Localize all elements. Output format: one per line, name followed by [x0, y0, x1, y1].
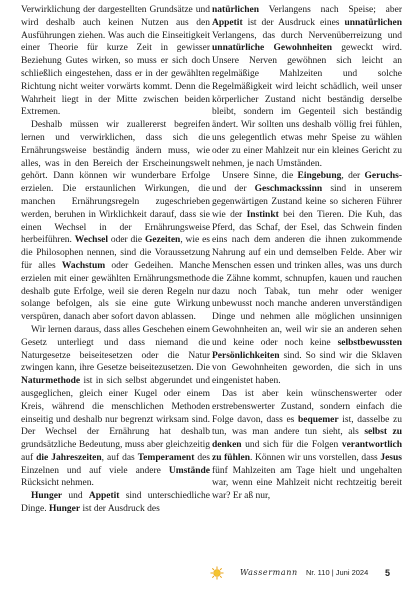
paragraph: Unsere Sinne, die Eingebung, der Geruchs- und der Geschmackssinn sind in unserem gegenwärtigen Zustand keine so sicheren Führer wie der Instinkt bei den Tieren. Die Kuh, das Pferd, das Schaf, der Esel, das Schwein finden eins nach dem anderen die ihnen zukommende Nahrung auf ein und demselben Felde. Aber wir Menschen essen und trinken alles, was uns durch die Zähne kommt, schnupfen, kauen und rauchen dazu noch Tabak, tun mehr oder weniger unbewusst noch manche anderen unverständigen Dinge und nehmen alle möglichen unsinnigen Gewohnheiten an, weil wir sie an anderen sehen und keine oder noch keine selbstbewussten Persönlichkeiten sind. So sind wir die Sklaven von Gewohnheiten geworden, die sich in uns eingenistet haben.	[212, 171, 402, 387]
page-footer	[210, 566, 410, 580]
paragraph: natürlichen Verlangens nach Speise; aber Appetit ist der Ausdruck eines unnatürlichen Verlangens, das durch Nervenüberreizung und unnatürliche Gewohnheiten geweckt wird. Unsere Nerven gewöhnen sich leicht an regelmäßige Mahlzeiten und solche Regelmäßigkeit wird leicht schädlich, weil unser körperlicher Zustand nicht beständig derselbe bleibt, sondern im Gegenteil sich beständig ändert. Wir sollten uns deshalb völlig frei fühlen, uns gelegentlich etwas mehr Speise zu wählen oder zu einer Mahlzeit nur ein kleines Gericht zu nehmen, je nach Umständen.	[212, 5, 402, 169]
magazine-brand: Wassermann	[240, 568, 298, 577]
issue-info: Nr. 110 | Juni 2024	[306, 568, 369, 577]
paragraph: Hunger und Appetit sind unterschiedliche Dinge. Hunger ist der Ausdruck des	[21, 491, 211, 515]
paragraph: Deshalb müssen wir zuallererst begreifen lernen und verwirklichen, dass sich die Ernährungsweise beständig ändern muss, wie alles, was in den Bereich der Erscheinungswelt gehört. Dann können wir wunderbare Erfolge erzielen. Die erstaunlichen Wirkungen, die manchen Ernährungsregeln zugeschrieben werden, beruhen in Wirklichkeit darauf, dass sie einen Wechsel in der Ernährungsweise herbeiführen. Wechsel oder die Gezeiten, wie es die Philosophen nennen, sind die Voraussetzung für alles Wachstum oder Gedeihen. Manche erzielen mit einer gewählten Ernährungsmethode deshalb gute Erfolge, weil sie deren Regeln nur solange befolgen, als sie eine gute Wirkung verspüren, danach aber sofort davon ablassen.	[21, 120, 210, 323]
paragraph: Wir lernen daraus, dass alles Geschehen einem Gesetz unterliegt und dass niemand die Naturgesetze beiseitesetzen oder die Natur zwingen kann, ihre Gesetze beiseitezusetzen. Die Naturmethode ist in sich selbst abgerundet und ausgeglichen, gleich einer Kugel oder einem Kreis, während die menschlichen Methoden einseitig und deshalb nur begrenzt wirksam sind. Der Wechsel der Ernährung hat deshalb grundsätzliche Bedeutung, muss aber gleichzeitig auf die Jahreszeiten, auf das Temperament des Einzelnen und auf viele andere Umstände Rücksicht nehmen.	[21, 324, 210, 489]
paragraph: Verwirklichung der dargestellten Grundsätze und wird deshalb auch keinen Nutzen aus den Ausführungen ziehen. Was auch die Einseitigkeit einer Theorie für kurze Zeit in gewisser Beziehung Gutes wirken, so muss er sich doch schließlich eingestehen, dass er in der gewählten Richtung nicht weiter vorwärts kommt. Denn die Wahrheit liegt in der Mitte zwischen beiden Extremen.	[21, 5, 210, 118]
right-column	[212, 4, 402, 503]
left-column	[21, 4, 210, 516]
sun-icon	[210, 566, 224, 580]
page-number: 5	[385, 568, 391, 578]
paragraph: Das ist aber kein wünschenswerter oder erstrebenswerter Zustand, sondern einfach die Folge davon, dass es bequemer ist, dasselbe zu tun, was man andere tun sieht, als selbst zu denken und sich für die Folgen verantwortlich zu fühlen. Können wir uns vorstellen, dass Jesus fünf Mahlzeiten am Tage hielt und ungehalten war, wenn eine Mahlzeit nicht rechtzeitig bereit war? Er aß nur,	[212, 388, 403, 502]
